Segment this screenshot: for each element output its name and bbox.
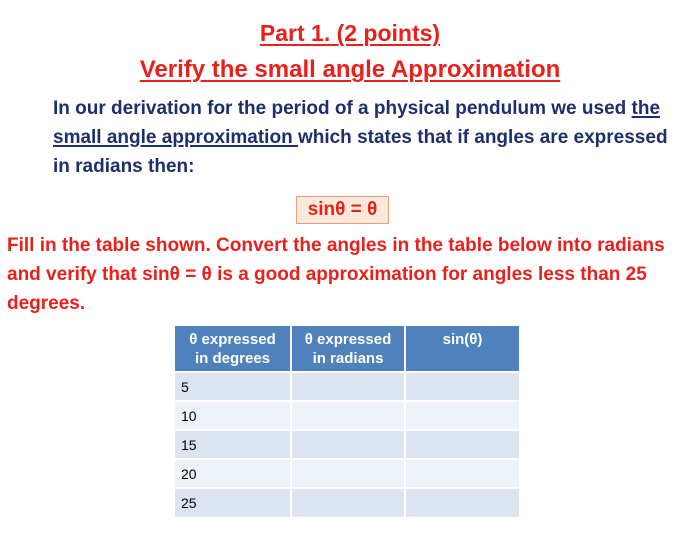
angle-table bbox=[175, 326, 519, 517]
intro-text-start: In our derivation for the period of a physical pendulum we used bbox=[53, 98, 632, 119]
cell-degrees: 5 bbox=[175, 372, 291, 401]
cell-degrees: 20 bbox=[175, 459, 291, 488]
formula-box: sinθ = θ bbox=[296, 196, 389, 224]
cell-radians[interactable] bbox=[291, 430, 405, 459]
header-radians-line2: in radians bbox=[312, 350, 384, 367]
intro-paragraph bbox=[53, 94, 673, 181]
cell-radians[interactable] bbox=[291, 488, 405, 517]
page-title: Part 1. (2 points) bbox=[259, 20, 441, 46]
cell-radians[interactable] bbox=[291, 401, 405, 430]
header-degrees bbox=[175, 326, 291, 372]
intro-underlined-term: the small angle approximation bbox=[53, 98, 661, 148]
section-subtitle: Verify the small angle Approximation bbox=[139, 56, 561, 83]
cell-radians[interactable] bbox=[291, 459, 405, 488]
table-row bbox=[175, 430, 519, 459]
table-row bbox=[175, 401, 519, 430]
instructions-paragraph: Fill in the table shown. Convert the angles in the table below into radians and verify that sinθ = θ is a good approximation for angles less than 25 degrees. bbox=[7, 235, 665, 314]
cell-sin[interactable] bbox=[405, 459, 519, 488]
cell-degrees: 25 bbox=[175, 488, 291, 517]
cell-radians[interactable] bbox=[291, 372, 405, 401]
table-row bbox=[175, 372, 519, 401]
table-row bbox=[175, 459, 519, 488]
cell-degrees: 15 bbox=[175, 430, 291, 459]
header-sin-label: sin(θ) bbox=[442, 331, 483, 348]
header-radians bbox=[291, 326, 405, 372]
header-degrees-line1: θ expressed bbox=[189, 331, 276, 348]
cell-sin[interactable] bbox=[405, 488, 519, 517]
cell-sin[interactable] bbox=[405, 372, 519, 401]
header-sin bbox=[405, 326, 519, 372]
cell-sin[interactable] bbox=[405, 401, 519, 430]
cell-degrees: 10 bbox=[175, 401, 291, 430]
cell-sin[interactable] bbox=[405, 430, 519, 459]
table-row bbox=[175, 488, 519, 517]
header-degrees-line2: in degrees bbox=[194, 350, 271, 367]
header-radians-line1: θ expressed bbox=[304, 331, 392, 348]
intro-text-end: which states that if angles are expressed in radians then: bbox=[53, 127, 668, 177]
table-header-row bbox=[175, 326, 519, 372]
